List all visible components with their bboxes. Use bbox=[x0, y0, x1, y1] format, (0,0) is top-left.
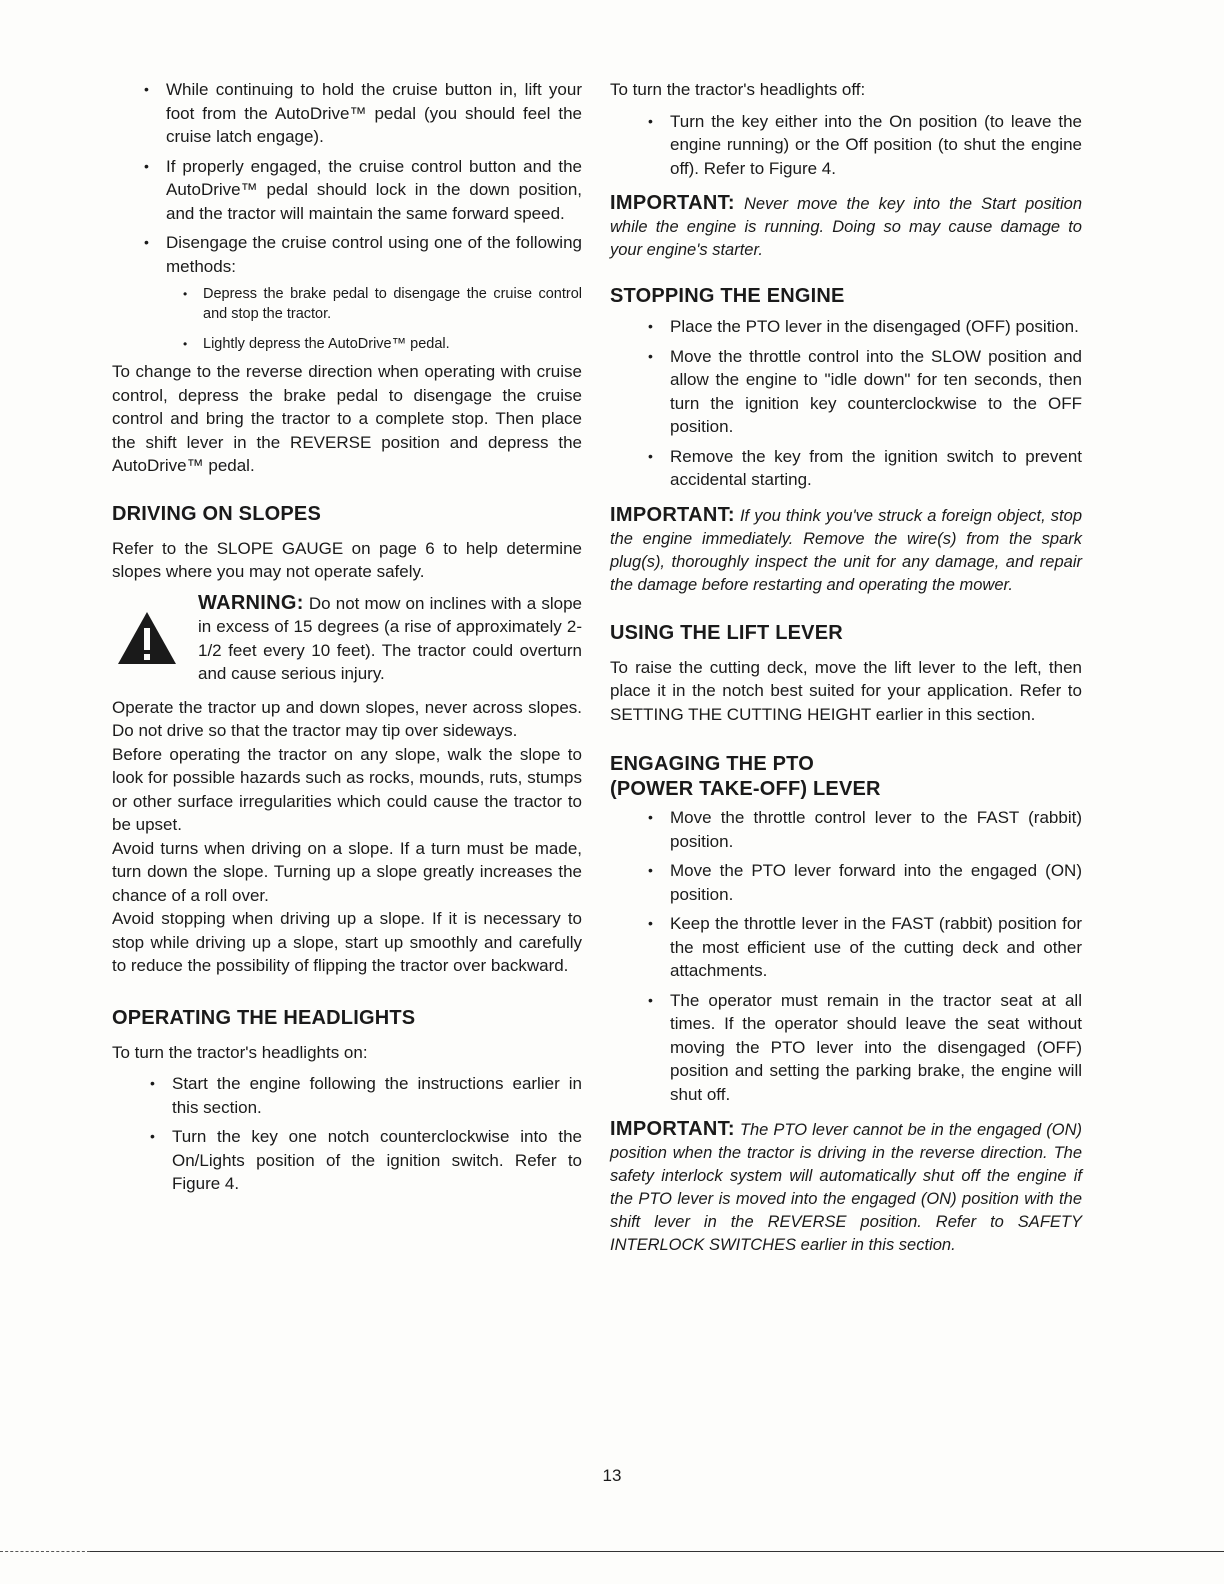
important-text: If you think you've struck a foreign object, stop the engine immediately. Remove the wire(s) from the spark plug(s), thoroughly inspect the unit for any damage, and repair the damage before restarting and operating the mower. bbox=[610, 506, 1082, 594]
list-item: • Lightly depress the AutoDrive™ pedal. bbox=[203, 334, 582, 354]
list-item: • Place the PTO lever in the disengaged (OFF) position. bbox=[670, 315, 1082, 339]
stopping-engine-heading: STOPPING THE ENGINE bbox=[610, 285, 845, 307]
lift-lever-heading: USING THE LIFT LEVER bbox=[610, 621, 843, 644]
warning-triangle-icon bbox=[116, 610, 178, 666]
footer-rule bbox=[90, 1551, 1224, 1552]
list-item: • Disengage the cruise control using one of the following methods: bbox=[166, 231, 582, 278]
slopes-paragraph: Before operating the tractor on any slope, walk the slope to look for possible hazards such as rocks, mounds, ruts, stumps or other surface irregularities which could cause the tractor to be upset. bbox=[112, 744, 582, 834]
headlights-on-bullet-list bbox=[0, 1072, 582, 1196]
important-label: IMPORTANT: bbox=[610, 1118, 735, 1140]
important-note bbox=[610, 1118, 1082, 1257]
slopes-intro: Refer to the SLOPE GAUGE on page 6 to help determine slopes where you may not operate safely. bbox=[112, 538, 582, 581]
important-note bbox=[610, 504, 1082, 597]
disengage-bullet-list bbox=[0, 284, 582, 354]
left-column bbox=[112, 78, 582, 1202]
pto-heading-line-1: ENGAGING THE PTO bbox=[610, 753, 814, 775]
headlights-heading: OPERATING THE HEADLIGHTS bbox=[112, 1006, 416, 1029]
list-item: • Turn the key either into the On position (to leave the engine running) or the Off position (to shut the engine off). Refer to Figure 4. bbox=[670, 110, 1082, 181]
slopes-paragraph: Avoid stopping when driving up a slope. If it is necessary to stop while driving up a slope, start up smoothly and carefully to reduce the possibility of flipping the tractor over backward. bbox=[112, 909, 582, 975]
right-column bbox=[610, 78, 1082, 1257]
cruise-bullet-list bbox=[0, 78, 582, 278]
list-item: • Keep the throttle lever in the FAST (rabbit) position for the most efficient use of the cutting deck and other attachments. bbox=[670, 912, 1082, 983]
important-text: The PTO lever cannot be in the engaged (ON) position when the tractor is driving in the reverse direction. The safety interlock system will automatically shut off the engine if the PTO lever is moved into the engaged (ON) position with the shift lever in the REVERSE position. Refer to SAFETY INTERLOCK SWITCHES earlier in this section. bbox=[610, 1121, 1082, 1254]
important-label: IMPORTANT: bbox=[610, 503, 735, 526]
list-item: • The operator must remain in the tractor seat at all times. If the operator should leave the seat without moving the PTO lever into the disengaged (OFF) position and setting the parking brake, the engine will shut off. bbox=[670, 989, 1082, 1107]
important-label: IMPORTANT: bbox=[610, 192, 735, 214]
important-note bbox=[610, 192, 1082, 262]
list-item: • Start the engine following the instructions earlier in this section. bbox=[172, 1072, 582, 1119]
list-item: • Depress the brake pedal to disengage the cruise control and stop the tractor. bbox=[203, 284, 582, 324]
page-number: 13 bbox=[602, 1466, 622, 1485]
list-item: • While continuing to hold the cruise button in, lift your foot from the AutoDrive™ pedal (you should feel the cruise latch engage). bbox=[166, 78, 582, 149]
footer-dashed-rule bbox=[0, 1551, 90, 1552]
driving-on-slopes-heading: DRIVING ON SLOPES bbox=[112, 502, 321, 525]
list-item: • Remove the key from the ignition switch to prevent accidental starting. bbox=[670, 445, 1082, 492]
headlights-off-bullet-list bbox=[610, 110, 1082, 181]
list-item: • Move the throttle control lever to the FAST (rabbit) position. bbox=[670, 806, 1082, 853]
important-text: Never move the key into the Start position while the engine is running. Doing so may cause damage to your engine's starter. bbox=[610, 195, 1082, 259]
warning-text: Do not mow on inclines with a slope in excess of 15 degrees (a rise of approximately 2-1/2 feet every 10 feet). The tractor could overturn and cause serious injury. bbox=[198, 593, 582, 683]
list-item: • Move the PTO lever forward into the engaged (ON) position. bbox=[670, 859, 1082, 906]
warning-label: WARNING: bbox=[198, 591, 304, 614]
slopes-paragraph: Operate the tractor up and down slopes, never across slopes. Do not drive so that the tractor may tip over sideways. bbox=[112, 697, 582, 740]
list-item: • If properly engaged, the cruise control button and the AutoDrive™ pedal should lock in the down position, and the tractor will maintain the same forward speed. bbox=[166, 155, 582, 226]
warning-block bbox=[112, 592, 582, 686]
pto-heading-line-2: (POWER TAKE-OFF) LEVER bbox=[610, 778, 881, 800]
headlights-off-intro: To turn the tractor's headlights off: bbox=[610, 80, 866, 99]
list-item: • Move the throttle control into the SLOW position and allow the engine to "idle down" for ten seconds, then turn the ignition key counterclockwise to the OFF position. bbox=[670, 345, 1082, 439]
slopes-paragraph: Avoid turns when driving on a slope. If a turn must be made, turn down the slope. Turning up a slope greatly increases the chance of a roll over. bbox=[112, 838, 582, 905]
list-item: • Turn the key one notch counterclockwise into the On/Lights position of the ignition switch. Refer to Figure 4. bbox=[172, 1125, 582, 1196]
stopping-bullet-list bbox=[610, 315, 1082, 492]
headlights-on-intro: To turn the tractor's headlights on: bbox=[112, 1042, 368, 1062]
reverse-paragraph: To change to the reverse direction when operating with cruise control, depress the brake pedal to disengage the cruise control and bring the tractor to a complete stop. Then place the shift lever in the REVERSE position and depress the AutoDrive™ pedal. bbox=[112, 362, 582, 475]
pto-bullet-list bbox=[610, 806, 1082, 1106]
lift-lever-text: To raise the cutting deck, move the lift lever to the left, then place it in the notch best suited for your application. Refer to SETTING THE CUTTING HEIGHT earlier in this section. bbox=[610, 657, 1082, 724]
